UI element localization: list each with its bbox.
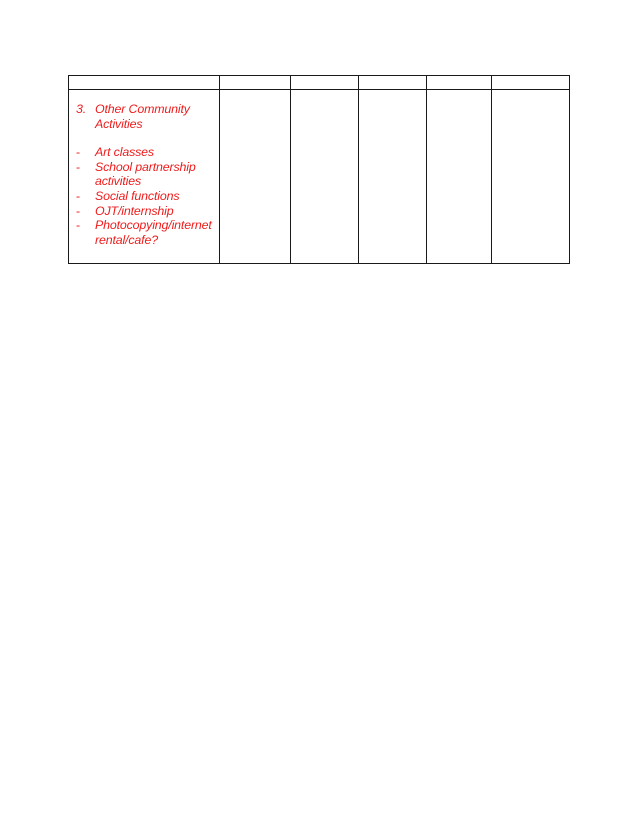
list-item xyxy=(76,189,217,204)
list-item xyxy=(76,204,217,219)
list-bullet: - xyxy=(76,188,80,203)
list-item-text: Photocopying/internet rental/cafe? xyxy=(95,218,212,247)
activity-title: Other Community Activities xyxy=(95,102,190,131)
table-header-cell xyxy=(359,76,427,90)
table-row xyxy=(69,90,570,264)
table-header-row xyxy=(69,76,570,90)
table-header-cell xyxy=(492,76,570,90)
table-header-cell xyxy=(291,76,359,90)
activity-sub-list xyxy=(76,145,217,247)
activity-heading xyxy=(76,102,217,131)
activity-table xyxy=(68,75,570,264)
activity-number: 3. xyxy=(76,102,87,116)
table-cell xyxy=(220,90,291,264)
activity-cell xyxy=(69,90,220,264)
list-bullet: - xyxy=(76,159,80,174)
table-header-cell xyxy=(220,76,291,90)
table-cell xyxy=(492,90,570,264)
list-item-text: OJT/internship xyxy=(95,203,174,218)
table-header-cell xyxy=(427,76,492,90)
list-item-text: Social functions xyxy=(95,188,180,203)
list-bullet: - xyxy=(76,145,80,160)
list-bullet: - xyxy=(76,218,80,233)
list-item xyxy=(76,160,217,189)
table-header-cell xyxy=(69,76,220,90)
table-cell xyxy=(359,90,427,264)
list-bullet: - xyxy=(76,203,80,218)
list-item-text: School partnership activities xyxy=(95,159,196,189)
list-item xyxy=(76,145,217,160)
list-item-text: Art classes xyxy=(95,145,154,160)
table-cell xyxy=(291,90,359,264)
table-cell xyxy=(427,90,492,264)
list-item xyxy=(76,218,217,247)
